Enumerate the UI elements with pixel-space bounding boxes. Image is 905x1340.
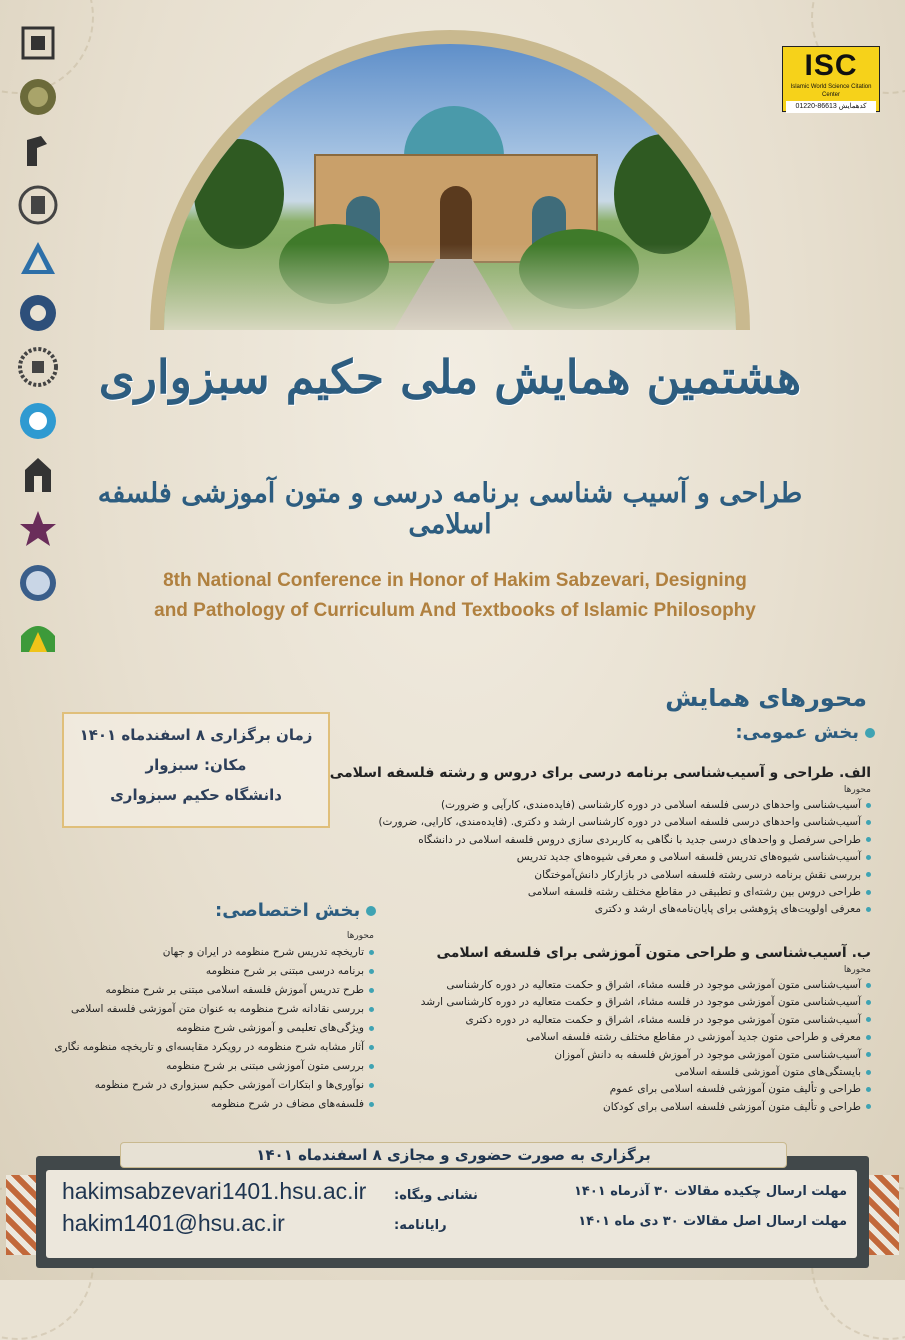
website-label: نشانی وبگاه: xyxy=(394,1188,478,1203)
axes-label: محورها xyxy=(346,931,374,941)
item-text: طراحی دروس بین رشته‌ای و تطبیقی در مقاطع مختلف رشته فلسفه اسلامی xyxy=(527,886,861,899)
bullet-icon xyxy=(369,1045,374,1050)
bullet-icon xyxy=(866,820,871,825)
ornament xyxy=(6,1175,36,1255)
full-paper-deadline: مهلت ارسال اصل مقالات ۳۰ دی ماه ۱۴۰۱ xyxy=(578,1214,847,1229)
bullet-icon xyxy=(866,1104,871,1109)
item-text: معرفی و طراحی متون جدید آموزشی در مقاطع مختلف رشته فلسفه اسلامی xyxy=(526,1031,861,1044)
part-b-list xyxy=(311,977,871,1116)
item-text: بایستگی‌های متون آموزشی فلسفه اسلامی xyxy=(674,1066,861,1079)
item-text: بررسی نقادانه شرح منظومه به عنوان متن آموزشی فلسفه اسلامی xyxy=(71,1003,364,1015)
item-text: آسیب‌شناسی شیوه‌های تدریس فلسفه اسلامی و معرفی شیوه‌های جدید تدریس xyxy=(516,851,861,864)
axes-label: محورها xyxy=(843,785,871,795)
item-text: نوآوری‌ها و ابتکارات آموزشی حکیم سبزواری در شرح منظومه xyxy=(94,1079,364,1091)
general-part-b xyxy=(311,942,871,1116)
event-university: دانشگاه حکیم سبزواری xyxy=(110,786,282,804)
item-text: آسیب‌شناسی متون آموزشی موجود در فلسه مشاء، اشراق و حکمت متعالیه در دوره کارشناسی xyxy=(446,979,861,991)
list-item xyxy=(14,981,374,1000)
ornament xyxy=(869,1175,899,1255)
university-logo xyxy=(17,400,59,442)
list-item xyxy=(311,1047,871,1064)
bullet-icon xyxy=(369,988,374,993)
university-logo xyxy=(17,292,59,334)
abstract-deadline: مهلت ارسال چکیده مقالات ۳۰ آذرماه ۱۴۰۱ xyxy=(573,1184,847,1199)
item-text: طراحی و تألیف متون آموزشی فلسفه اسلامی برای کودکان xyxy=(603,1100,861,1113)
list-item xyxy=(14,962,374,981)
bullet-icon xyxy=(369,1083,374,1088)
list-item xyxy=(14,1000,374,1019)
list-item xyxy=(14,1076,374,1095)
item-text: برنامه درسی مبتنی بر شرح منظومه xyxy=(205,965,364,977)
isc-title: ISC xyxy=(804,49,858,82)
axes-label: محورها xyxy=(843,965,871,975)
bullet-icon xyxy=(366,906,376,916)
list-item xyxy=(311,849,871,866)
english-title-line: 8th National Conference in Honor of Hakim Sabzevari, Designing xyxy=(163,570,747,591)
list-item xyxy=(311,1099,871,1116)
list-item xyxy=(14,1095,374,1114)
english-title xyxy=(95,566,815,626)
held-notice: برگزاری به صورت حضوری و مجازی ۸ اسفندماه ۱۴۰۱ xyxy=(120,1142,787,1168)
email-label: رایانامه: xyxy=(394,1218,447,1233)
list-item xyxy=(311,994,871,1011)
bullet-icon xyxy=(866,855,871,860)
item-text: بررسی نقش برنامه درسی رشته فلسفه اسلامی در بازارکار دانش‌آموختگان xyxy=(534,868,861,881)
item-text: آسیب‌شناسی متون آموزشی موجود در آموزش فلسفه به دانش آموزان xyxy=(554,1048,861,1061)
item-text: فلسفه‌های مضاف در شرح منظومه xyxy=(210,1098,364,1110)
university-logo xyxy=(17,130,59,172)
list-item xyxy=(311,1012,871,1029)
item-text: آثار مشابه شرح منظومه در رویکرد مقایسه‌ای و تاریخچه منظومه نگاری xyxy=(54,1041,364,1053)
list-item xyxy=(311,832,871,849)
page-subtitle: طراحی و آسیب شناسی برنامه درسی و متون آموزشی فلسفه اسلامی xyxy=(97,478,803,540)
bullet-icon xyxy=(369,1064,374,1069)
list-item xyxy=(311,884,871,901)
university-logo xyxy=(17,454,59,496)
bullet-icon xyxy=(866,907,871,912)
bullet-icon xyxy=(865,728,875,738)
list-item xyxy=(311,1064,871,1081)
university-logo xyxy=(17,562,59,604)
university-logo xyxy=(17,346,59,388)
arch-photo xyxy=(164,44,736,330)
bullet-icon xyxy=(866,890,871,895)
english-title-line: and Pathology of Curriculum And Textbooks of Islamic Philosophy xyxy=(154,600,756,621)
website-link[interactable]: hakimsabzevari1401.hsu.ac.ir xyxy=(62,1178,367,1204)
tree xyxy=(614,134,714,254)
sponsor-logos xyxy=(12,22,64,670)
bullet-icon xyxy=(866,1052,871,1057)
event-date: زمان برگزاری ۸ اسفندماه ۱۴۰۱ xyxy=(79,726,313,744)
bullet-icon xyxy=(866,983,871,988)
event-info-box xyxy=(62,712,330,828)
university-logo xyxy=(17,76,59,118)
specific-section-heading xyxy=(215,900,376,921)
email-link[interactable]: hakim1401@hsu.ac.ir xyxy=(62,1210,285,1236)
bullet-icon xyxy=(369,1102,374,1107)
tomb-photo xyxy=(150,30,750,330)
item-text: طراحی و تألیف متون آموزشی فلسفه اسلامی برای عموم xyxy=(609,1083,861,1096)
list-item xyxy=(311,814,871,831)
bullet-icon xyxy=(866,1017,871,1022)
photo-fade xyxy=(164,244,736,330)
axes-heading: محورهای همایش xyxy=(665,684,867,712)
specific-heading-text: بخش اختصاصی: xyxy=(215,900,361,921)
list-item xyxy=(311,867,871,884)
item-text: طراحی سرفصل و واحدهای درسی جدید با نگاهی به کاربردی سازی دروس فلسفه اسلامی در دانشگاه xyxy=(418,833,861,846)
item-text: بررسی متون آموزشی مبتنی بر شرح منظومه xyxy=(166,1060,364,1072)
specific-list xyxy=(14,943,374,1114)
general-heading-text: بخش عمومی: xyxy=(735,722,859,743)
bullet-icon xyxy=(866,1087,871,1092)
item-text: ویژگی‌های تعلیمی و آموزشی شرح منظومه xyxy=(176,1022,364,1034)
item-text: معرفی اولویت‌های پژوهشی برای پایان‌نامه‌های ارشد و دکتری xyxy=(594,903,861,916)
bullet-icon xyxy=(369,1026,374,1031)
university-logo xyxy=(17,184,59,226)
bullet-icon xyxy=(866,1035,871,1040)
list-item xyxy=(14,1057,374,1076)
general-section-heading xyxy=(735,722,875,743)
list-item xyxy=(311,1081,871,1098)
bullet-icon xyxy=(866,837,871,842)
list-item xyxy=(14,943,374,962)
bullet-icon xyxy=(866,1070,871,1075)
item-text: تاریخچه تدریس شرح منظومه در ایران و جهان xyxy=(162,946,364,958)
item-text: آسیب‌شناسی واحدهای درسی فلسفه اسلامی در دوره کارشناسی (فایده‌مندی، کارآیی و ضرورت) xyxy=(441,799,861,811)
item-text: آسیب‌شناسی واحدهای درسی فلسفه اسلامی در دوره کارشناسی ارشد و دکتری. (فایده‌مندی، کارایی، ضرورت) xyxy=(378,816,861,829)
bullet-icon xyxy=(866,1000,871,1005)
bullet-icon xyxy=(866,872,871,877)
isc-badge xyxy=(782,46,880,112)
bullet-icon xyxy=(369,1007,374,1012)
list-item xyxy=(311,797,871,814)
conference-code: کدهمایش 86613-01220 xyxy=(786,101,876,113)
item-text: آسیب‌شناسی متون آموزشی موجود در فلسه مشاء، اشراق و حکمت متعالیه در دوره دکتری xyxy=(465,1013,861,1026)
list-item xyxy=(14,1019,374,1038)
university-logo xyxy=(17,616,59,658)
general-part-a xyxy=(311,762,871,919)
university-logo xyxy=(17,238,59,280)
part-a-list xyxy=(311,797,871,919)
university-logo xyxy=(17,508,59,550)
tree xyxy=(194,139,284,249)
university-logo xyxy=(17,22,59,64)
list-item xyxy=(311,901,871,918)
item-text: طرح تدریس آموزش فلسفه اسلامی مبتنی بر شرح منظومه xyxy=(105,984,364,996)
list-item xyxy=(14,1038,374,1057)
list-item xyxy=(311,977,871,994)
bullet-icon xyxy=(369,969,374,974)
bullet-icon xyxy=(369,950,374,955)
event-place: مکان: سبزوار xyxy=(145,756,247,774)
page-title: هشتمین همایش ملی حکیم سبزواری xyxy=(98,350,802,404)
bullet-icon xyxy=(866,803,871,808)
specific-section xyxy=(14,930,374,1114)
part-b-title: ب. آسیب‌شناسی و طراحی متون آموزشی برای فلسفه اسلامی xyxy=(436,945,871,961)
item-text: آسیب‌شناسی متون آموزشی موجود در فلسه مشاء، اشراق و حکمت متعالیه در دوره کارشناسی ارشد xyxy=(420,996,861,1009)
part-a-title: الف. طراحی و آسیب‌شناسی برنامه درسی برای دروس و رشته فلسفه اسلامی xyxy=(329,765,871,781)
isc-subtitle: Islamic World Science Citation Center xyxy=(790,84,872,98)
list-item xyxy=(311,1029,871,1046)
